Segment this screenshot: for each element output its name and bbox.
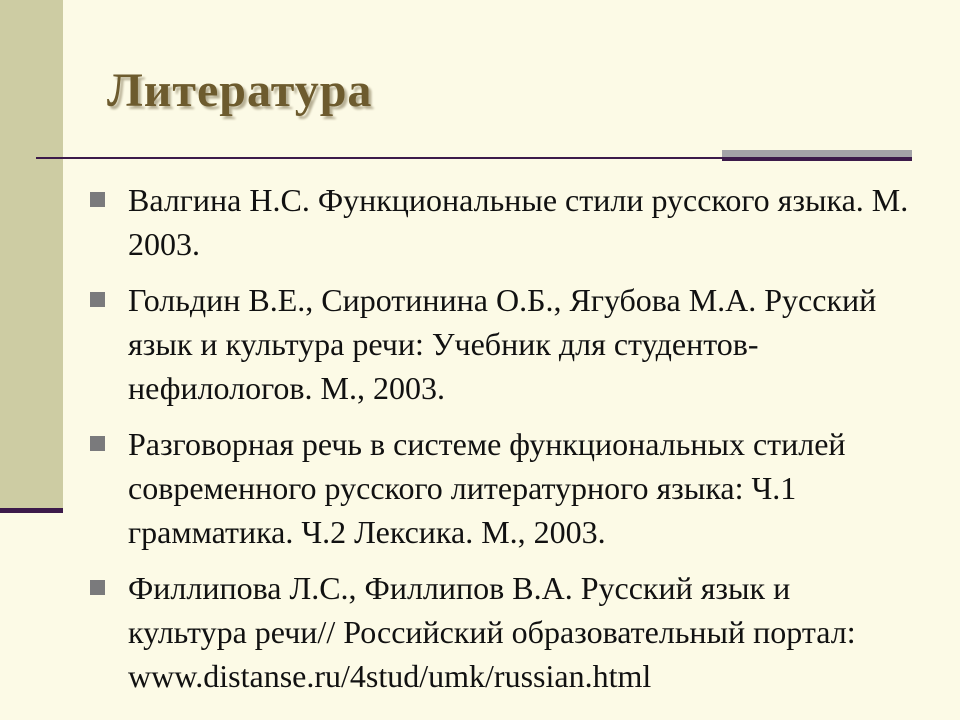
square-bullet-icon [90,580,105,595]
reference-item [90,422,910,554]
reference-item [90,178,910,266]
square-bullet-icon [90,436,105,451]
reference-text: Валгина Н.С. Функциональные стили русского языка. М. 2003. [128,182,909,262]
slide-title: Литература [107,64,373,117]
left-accent-band [0,0,63,510]
square-bullet-icon [90,192,105,207]
left-accent-underline [0,508,63,513]
reference-text: Гольдин В.Е., Сиротинина О.Б., Ягубова М.А. Русский язык и культура речи: Учебник для студентов-нефилологов. М., 2003. [128,282,877,406]
reference-list [90,178,910,710]
reference-text: Филлипова Л.С., Филлипов В.А. Русский язык и культура речи// Российский образовательный портал: www.distanse.ru/4stud/umk/russian.html [128,570,856,694]
reference-item [90,278,910,410]
square-bullet-icon [90,292,105,307]
reference-text: Разговорная речь в системе функциональных стилей современного русского литературного языка: Ч.1 грамматика. Ч.2 Лексика. М., 2003. [128,426,846,550]
title-divider-thin [36,157,722,159]
reference-item [90,566,910,698]
title-divider-dark-accent [722,157,912,161]
